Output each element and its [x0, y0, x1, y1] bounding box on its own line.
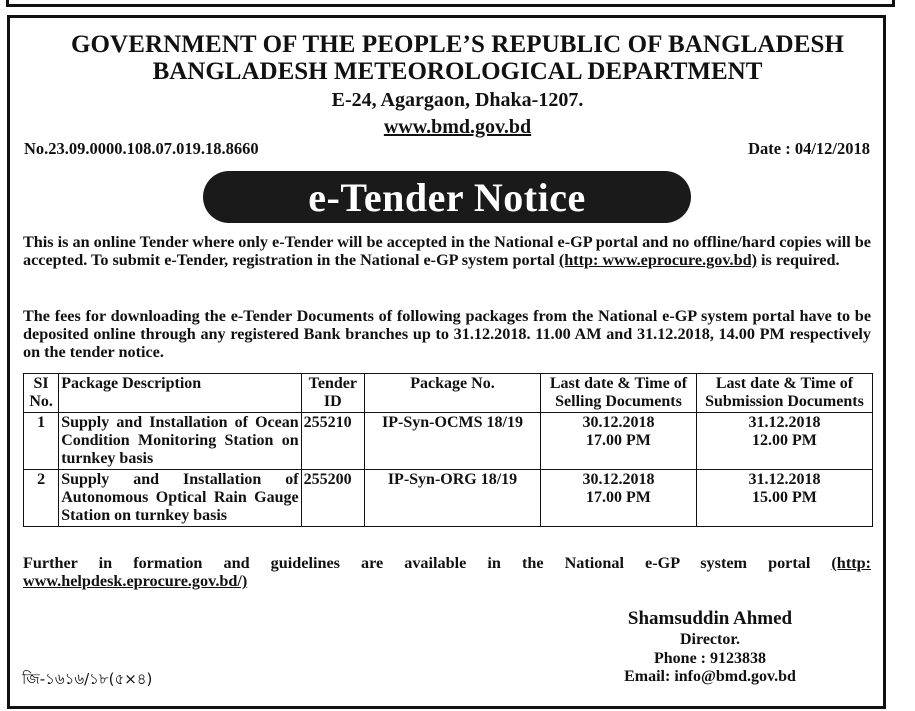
header-department: BANGLADESH METEOROLOGICAL DEPARTMENT: [152, 58, 763, 85]
signatory-title: Director.: [680, 631, 740, 648]
row-sl: 2: [24, 470, 59, 527]
row-submission-deadline: [696, 470, 872, 527]
intro-text: This is an online Tender where only e-Tender will be accepted in the National e-GP portal and no offline/hard copies will be accepted. To submit e-Tender, registration in the National e-GP system portal: [23, 233, 871, 269]
further-info-text: Further in formation and guidelines are available in the National e-GP system portal: [23, 554, 832, 572]
intro-paragraph: [23, 233, 871, 269]
header-tender-id: Tender ID: [301, 374, 364, 413]
table-row: [24, 413, 873, 470]
fees-paragraph: The fees for downloading the e-Tender Documents of following packages from the National e-GP system portal have to be deposited online through any registered Bank branches up to 31.12.2018. 11.00 AM and 31.12.2018, 14.00 PM respectively on the tender notice.: [23, 307, 871, 361]
header-selling-deadline: Last date & Time of Selling Documents: [541, 374, 697, 413]
notice-date: Date : 04/12/2018: [748, 139, 870, 158]
signatory-name: Shamsuddin Ahmed: [627, 608, 793, 629]
header-package-no: Package No.: [364, 374, 540, 413]
row-package-no: IP-Syn-OCMS 18/19: [364, 413, 540, 470]
row-package-no: IP-Syn-ORG 18/19: [364, 470, 540, 527]
footer-code: জি-১৬১৬/১৮(৫×৪): [22, 670, 153, 688]
helpdesk-link[interactable]: (http: www.helpdesk.eprocure.gov.bd/): [23, 554, 871, 590]
eprocure-link[interactable]: (http: www.eprocure.gov.bd): [558, 251, 757, 269]
notice-banner: e-Tender Notice: [203, 171, 691, 223]
submission-time: 15.00 PM: [752, 489, 817, 506]
header-address: E-24, Agargaon, Dhaka-1207.: [331, 89, 584, 111]
row-tender-id: 255210: [301, 413, 364, 470]
further-info-paragraph: [23, 554, 871, 590]
selling-time: 17.00 PM: [586, 489, 651, 506]
submission-time: 12.00 PM: [752, 432, 817, 449]
header-submission-deadline: Last date & Time of Submission Documents: [696, 374, 872, 413]
row-submission-deadline: [696, 413, 872, 470]
row-selling-deadline: [541, 470, 697, 527]
header-website-link[interactable]: www.bmd.gov.bd: [383, 116, 532, 138]
submission-date: 31.12.2018: [748, 414, 821, 431]
row-tender-id: 255200: [301, 470, 364, 527]
reference-number: No.23.09.0000.108.07.019.18.8660: [24, 139, 259, 158]
selling-date: 30.12.2018: [582, 414, 655, 431]
header-government: GOVERNMENT OF THE PEOPLE’S REPUBLIC OF BANGLADESH: [70, 31, 845, 58]
signatory-phone: Phone : 9123838: [654, 650, 766, 667]
submission-date: 31.12.2018: [748, 471, 821, 488]
row-sl: 1: [24, 413, 59, 470]
top-rule: [6, 0, 895, 7]
row-description: Supply and Installation of Autonomous Optical Rain Gauge Station on turnkey basis: [59, 470, 301, 527]
row-selling-deadline: [541, 413, 697, 470]
header-sl: SI No.: [24, 374, 59, 413]
row-description: Supply and Installation of Ocean Condition Monitoring Station on turnkey basis: [59, 413, 301, 470]
header-description: Package Description: [59, 374, 301, 413]
intro-tail: is required.: [756, 251, 840, 269]
selling-date: 30.12.2018: [582, 471, 655, 488]
table-row: [24, 470, 873, 527]
selling-time: 17.00 PM: [586, 432, 651, 449]
signatory-email[interactable]: Email: info@bmd.gov.bd: [624, 668, 796, 685]
table-header-row: [24, 374, 873, 413]
package-table: [23, 373, 873, 527]
